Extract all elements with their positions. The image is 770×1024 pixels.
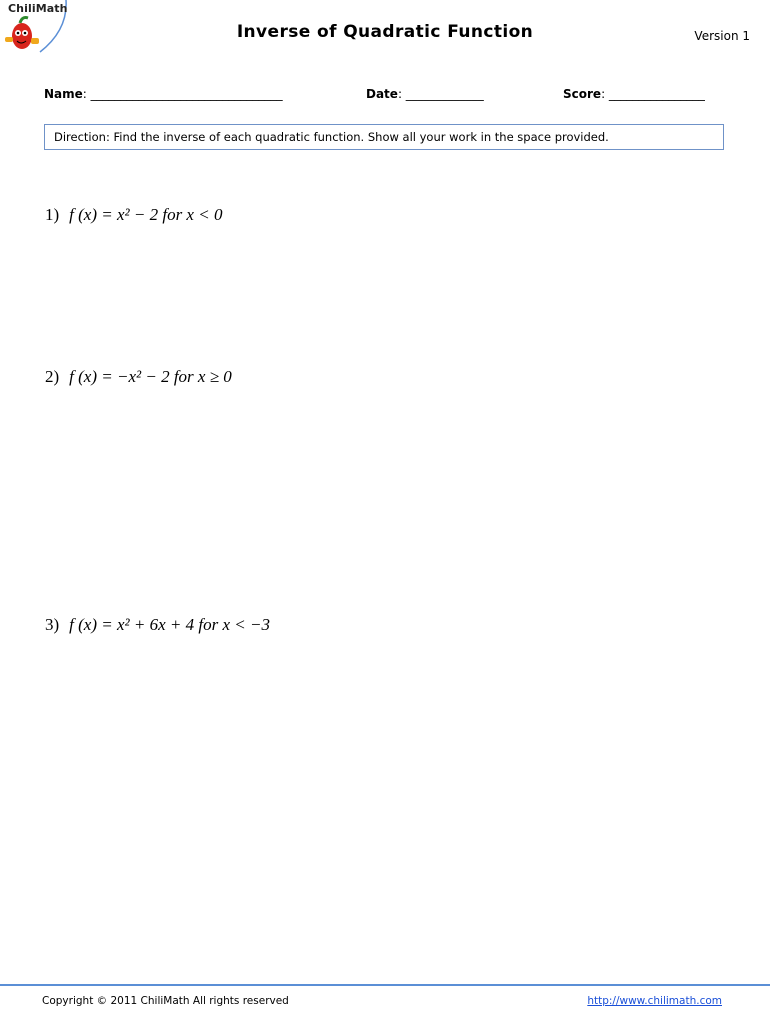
direction-box: Direction: Find the inverse of each quadratic function. Show all your work in the space provided. xyxy=(44,124,724,150)
page-title: Inverse of Quadratic Function xyxy=(236,22,534,42)
score-blank[interactable]: : ________________ xyxy=(601,87,705,101)
date-label: Date xyxy=(366,87,398,101)
problem-number: 1) xyxy=(45,205,60,224)
date-blank[interactable]: : _____________ xyxy=(397,87,484,101)
logo-text: ChiliMath xyxy=(8,2,68,15)
version-label: Version 1 xyxy=(694,29,750,43)
problem-number: 2) xyxy=(45,367,60,386)
problem-1 xyxy=(45,205,222,225)
name-blank[interactable]: : ________________________________ xyxy=(82,87,283,101)
copyright-text: Copyright © 2011 ChiliMath All rights reserved xyxy=(42,995,289,1007)
name-field[interactable] xyxy=(44,87,283,101)
problem-number: 3) xyxy=(45,615,60,634)
website-link[interactable]: http://www.chilimath.com xyxy=(587,995,722,1007)
name-label: Name xyxy=(44,87,83,101)
problem-2 xyxy=(45,367,232,387)
problem-equation: f (x) = x² − 2 for x < 0 xyxy=(69,205,223,224)
score-field[interactable] xyxy=(563,87,705,101)
score-label: Score xyxy=(563,87,602,101)
problem-3 xyxy=(45,615,270,635)
footer-rule xyxy=(0,984,770,986)
problem-equation: f (x) = x² + 6x + 4 for x < −3 xyxy=(69,615,270,634)
problem-equation: f (x) = −x² − 2 for x ≥ 0 xyxy=(69,367,232,386)
date-field[interactable] xyxy=(366,87,484,101)
